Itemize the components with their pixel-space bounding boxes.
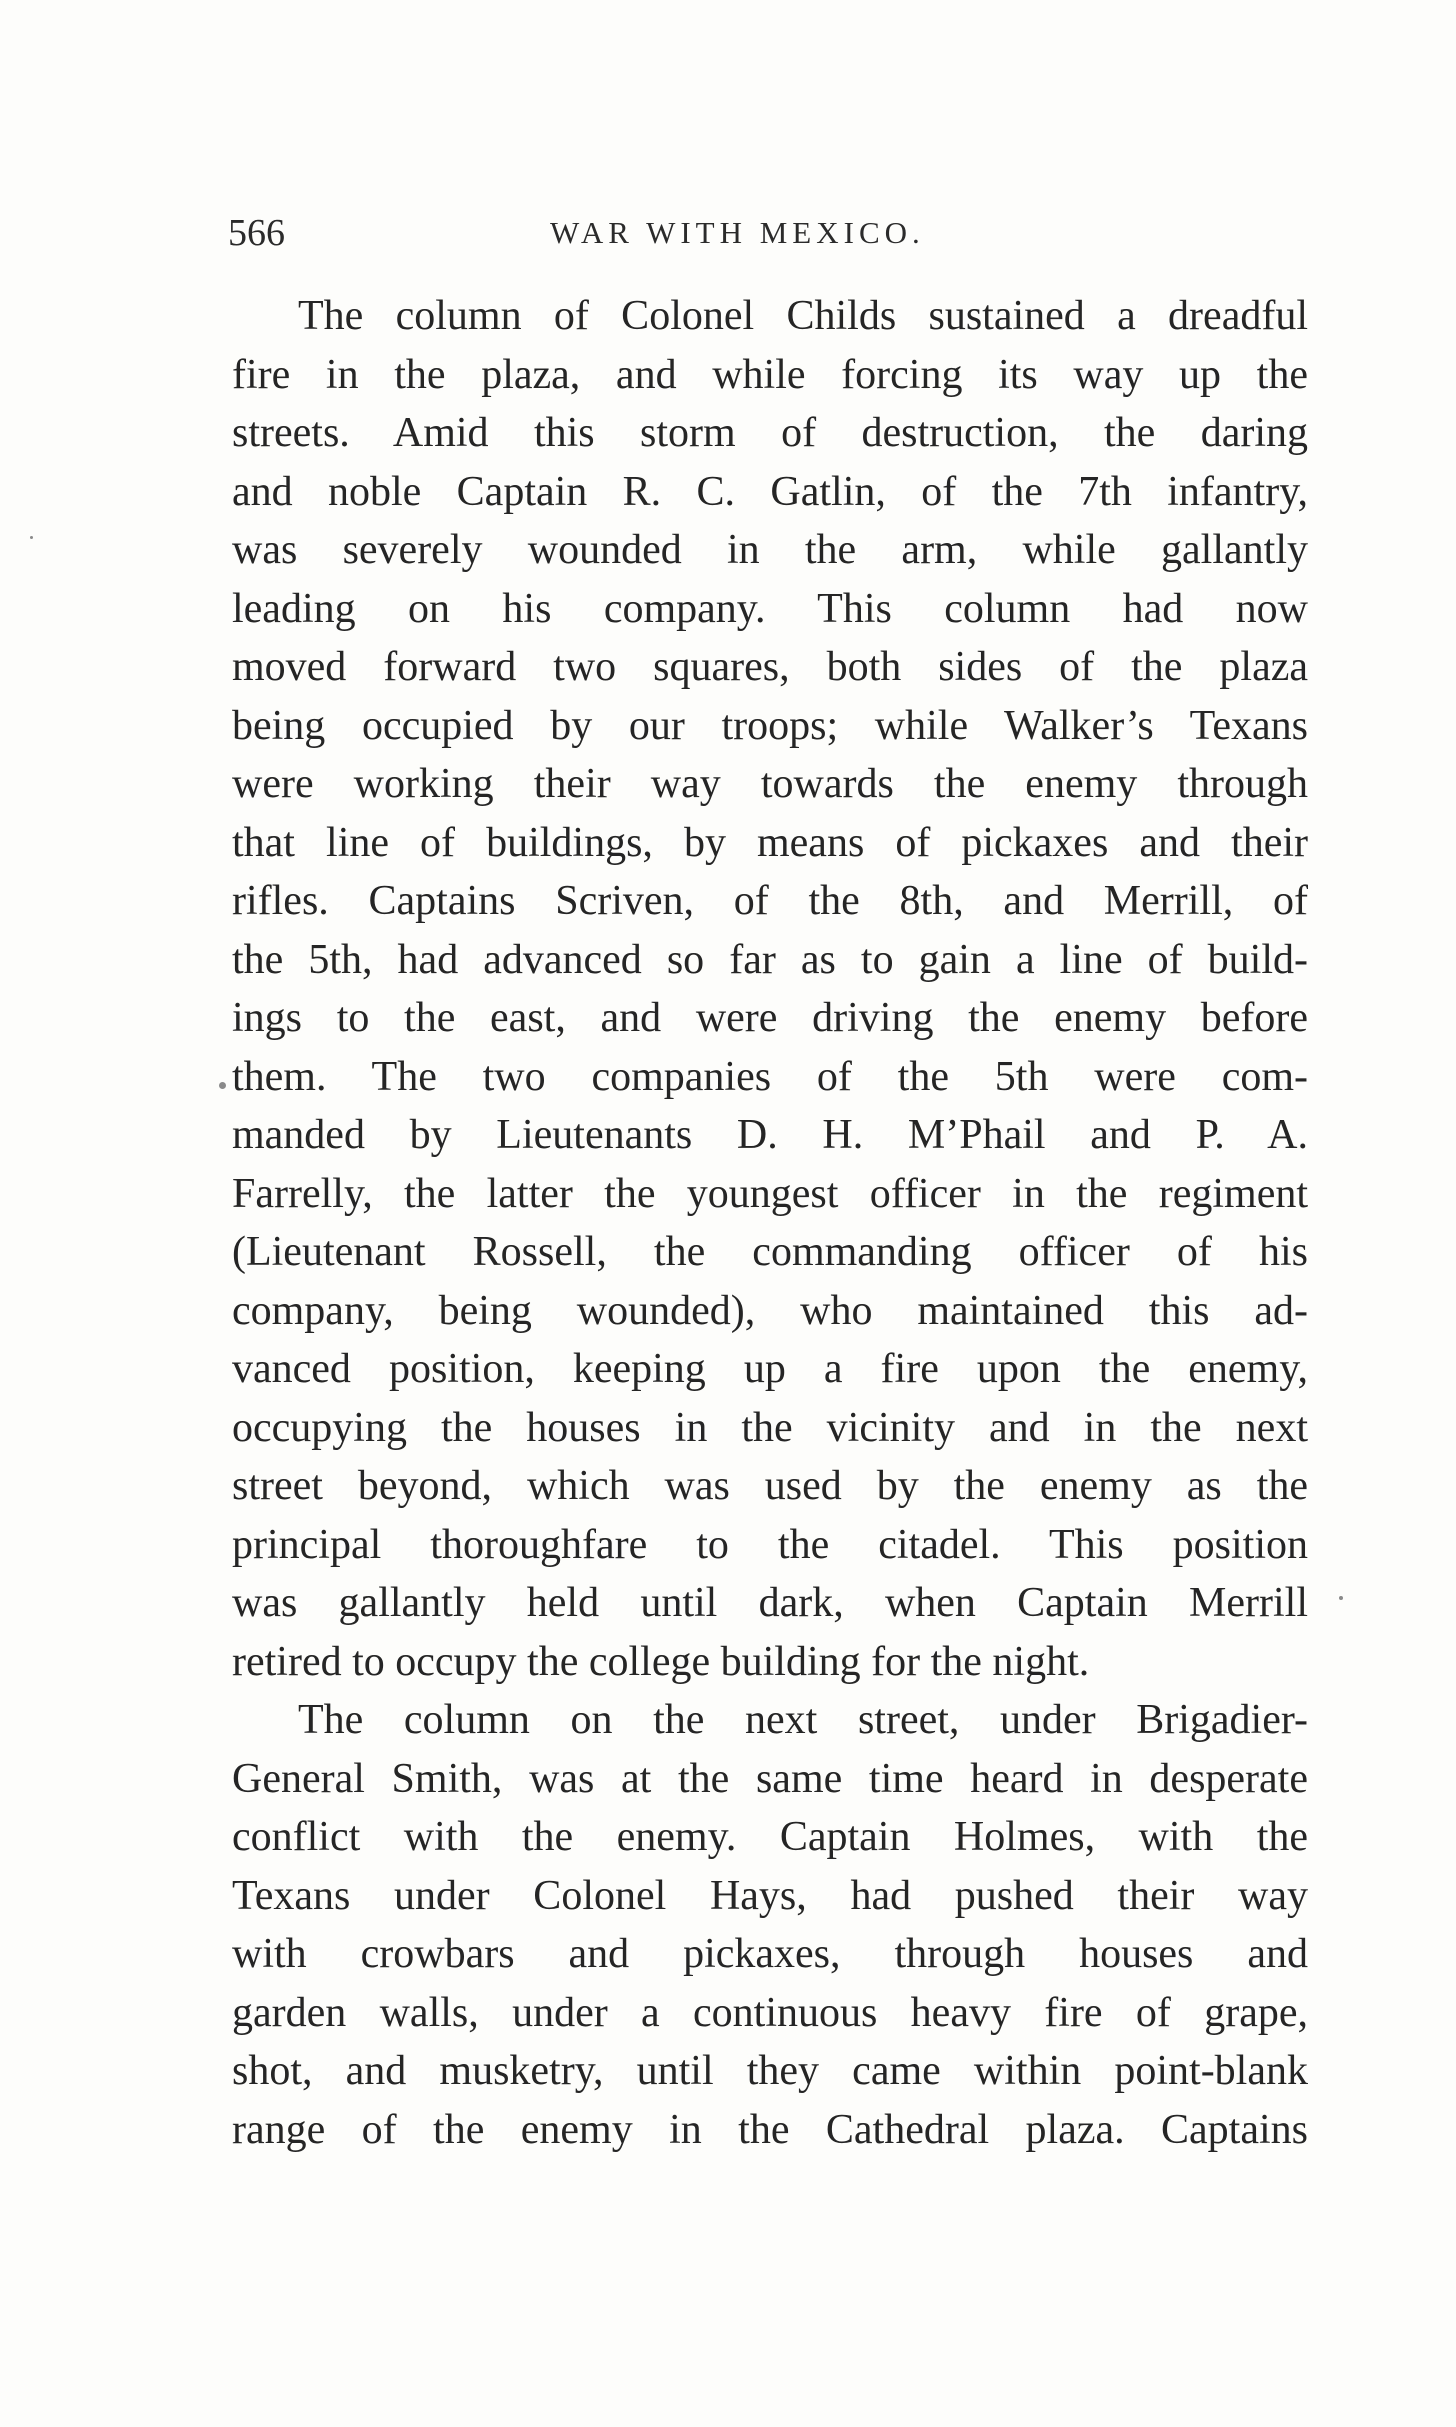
text-line: Texans under Colonel Hays, had pushed their way: [232, 1872, 1308, 1919]
running-title: WAR WITH MEXICO.: [550, 215, 925, 250]
text-line: and noble Captain R. C. Gatlin, of the 7th infantry,: [232, 468, 1308, 515]
text-line: was severely wounded in the arm, while gallantly: [232, 527, 1308, 573]
text-line: retired to occupy the college building for the night.: [232, 1638, 1090, 1685]
text-line: streets. Amid this storm of destruction, the daring: [232, 410, 1308, 456]
page-number: 566: [228, 212, 285, 254]
running-head: [228, 208, 1313, 258]
paper-speck: [30, 536, 33, 539]
text-line: Farrelly, the latter the youngest officer in the regiment: [232, 1170, 1308, 1217]
text-line: conflict with the enemy. Captain Holmes, with the: [232, 1814, 1308, 1860]
text-line: The column on the next street, under Brigadier-: [298, 1697, 1308, 1743]
text-line: street beyond, which was used by the enemy as the: [232, 1463, 1308, 1509]
text-line: were working their way towards the enemy through: [232, 761, 1308, 807]
text-line: was gallantly held until dark, when Captain Merrill: [232, 1580, 1308, 1626]
text-line: occupying the houses in the vicinity and in the next: [232, 1404, 1308, 1451]
text-line: garden walls, under a continuous heavy fire of grape,: [232, 1989, 1308, 2036]
text-line: principal thoroughfare to the citadel. This position: [232, 1521, 1308, 1568]
text-line: company, being wounded), who maintained this ad-: [232, 1287, 1308, 1334]
paper-speck: [219, 1082, 226, 1089]
body-text: [232, 287, 1308, 2159]
paragraph: [232, 287, 1308, 1691]
text-line: vanced position, keeping up a fire upon the enemy,: [232, 1346, 1308, 1392]
text-line: ings to the east, and were driving the enemy before: [232, 995, 1308, 1041]
text-line: them. The two companies of the 5th were com-: [232, 1053, 1308, 1100]
text-line: with crowbars and pickaxes, through houses and: [232, 1931, 1308, 1977]
paper-speck: [1339, 1596, 1343, 1600]
text-line: range of the enemy in the Cathedral plaza. Captains: [232, 2106, 1308, 2153]
text-line: General Smith, was at the same time heard in desperate: [232, 1755, 1308, 1802]
text-line: the 5th, had advanced so far as to gain a line of build-: [232, 936, 1308, 983]
text-line: manded by Lieutenants D. H. M’Phail and P. A.: [232, 1112, 1308, 1158]
text-line: The column of Colonel Childs sustained a dreadful: [298, 293, 1308, 339]
text-line: fire in the plaza, and while forcing its way up the: [232, 351, 1308, 398]
paragraph: [232, 1691, 1308, 2159]
text-line: moved forward two squares, both sides of the plaza: [232, 644, 1308, 690]
text-line: being occupied by our troops; while Walker’s Texans: [232, 702, 1308, 749]
text-line: rifles. Captains Scriven, of the 8th, and Merrill, of: [232, 878, 1308, 924]
text-line: (Lieutenant Rossell, the commanding officer of his: [232, 1229, 1308, 1275]
text-line: that line of buildings, by means of pickaxes and their: [232, 819, 1308, 866]
text-line: shot, and musketry, until they came within point-blank: [232, 2048, 1308, 2094]
text-line: leading on his company. This column had now: [232, 585, 1308, 632]
